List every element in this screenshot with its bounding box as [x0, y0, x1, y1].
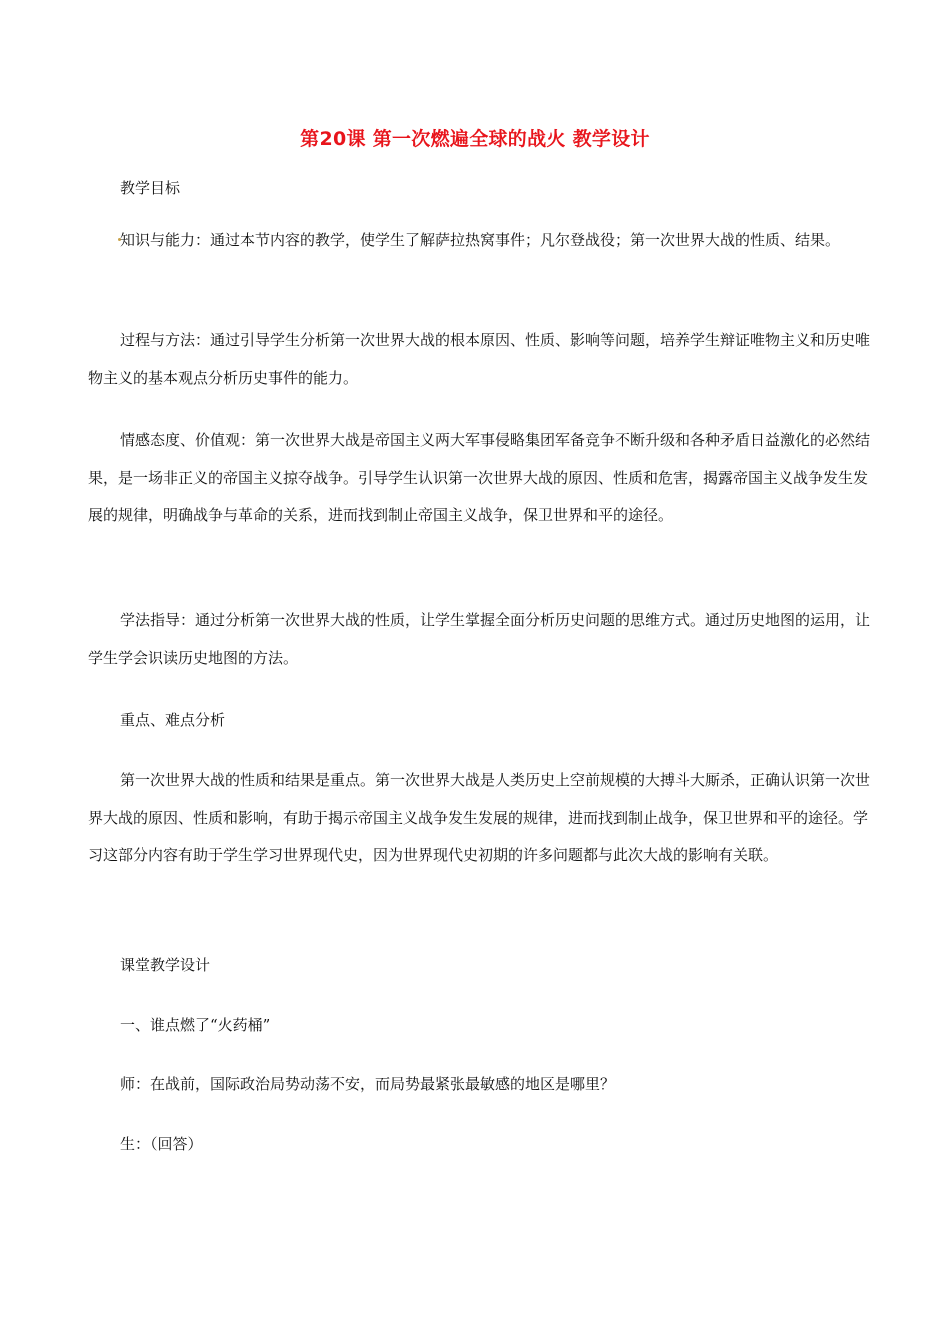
key-heading-block	[88, 702, 870, 740]
emotion-paragraph: 情感态度、价值观：第一次世界大战是帝国主义两大军事侵略集团军备竞争不断升级和各种矛盾日益激化的必然结果，是一场非正义的帝国主义掠夺战争。引导学生认识第一次世界大战的原因、性质和危害，揭露帝国主义战争发生发展的规律，明确战争与革命的关系，进而找到制止帝国主义战争，保卫世界和平的途径。	[88, 431, 871, 524]
design-heading-block	[88, 947, 870, 985]
teacher-line: 师：在战前，国际政治局势动荡不安，而局势最紧张最敏感的地区是哪里？	[120, 1075, 616, 1093]
knowledge-paragraph: 知识与能力：通过本节内容的教学，使学生了解萨拉热窝事件；凡尔登战役；第一次世界大战的性质、结果。	[120, 231, 841, 249]
knowledge-paragraph-block	[88, 222, 870, 260]
process-paragraph: 过程与方法：通过引导学生分析第一次世界大战的根本原因、性质、影响等问题，培养学生辩证唯物主义和历史唯物主义的基本观点分析历史事件的能力。	[88, 331, 871, 387]
emotion-paragraph-block	[88, 422, 870, 535]
objectives-heading-block	[88, 170, 870, 208]
student-block	[88, 1126, 870, 1164]
section1-block	[88, 1007, 870, 1045]
process-paragraph-block	[88, 322, 870, 397]
method-paragraph: 学法指导：通过分析第一次世界大战的性质，让学生掌握全面分析历史问题的思维方式。通过历史地图的运用，让学生学会识读历史地图的方法。	[88, 611, 871, 667]
key-heading: 重点、难点分析	[120, 711, 226, 729]
key-paragraph-block	[88, 762, 870, 875]
design-heading: 课堂教学设计	[120, 956, 211, 974]
document-title: 第20课 第一次燃遍全球的战火 教学设计	[300, 128, 650, 150]
student-line: 生：（回答）	[120, 1135, 203, 1153]
objectives-heading: 教学目标	[120, 179, 181, 197]
section1-heading: 一、谁点燃了“火药桶”	[120, 1016, 271, 1034]
method-paragraph-block	[88, 602, 870, 677]
teacher-block	[88, 1066, 870, 1104]
key-paragraph: 第一次世界大战的性质和结果是重点。第一次世界大战是人类历史上空前规模的大搏斗大厮杀，正确认识第一次世界大战的原因、性质和影响，有助于揭示帝国主义战争发生发展的规律，进而找到制止战争，保卫世界和平的途径。学习这部分内容有助于学生学习世界现代史，因为世界现代史初期的许多问题都与此次大战的影响有关联。	[88, 771, 871, 864]
